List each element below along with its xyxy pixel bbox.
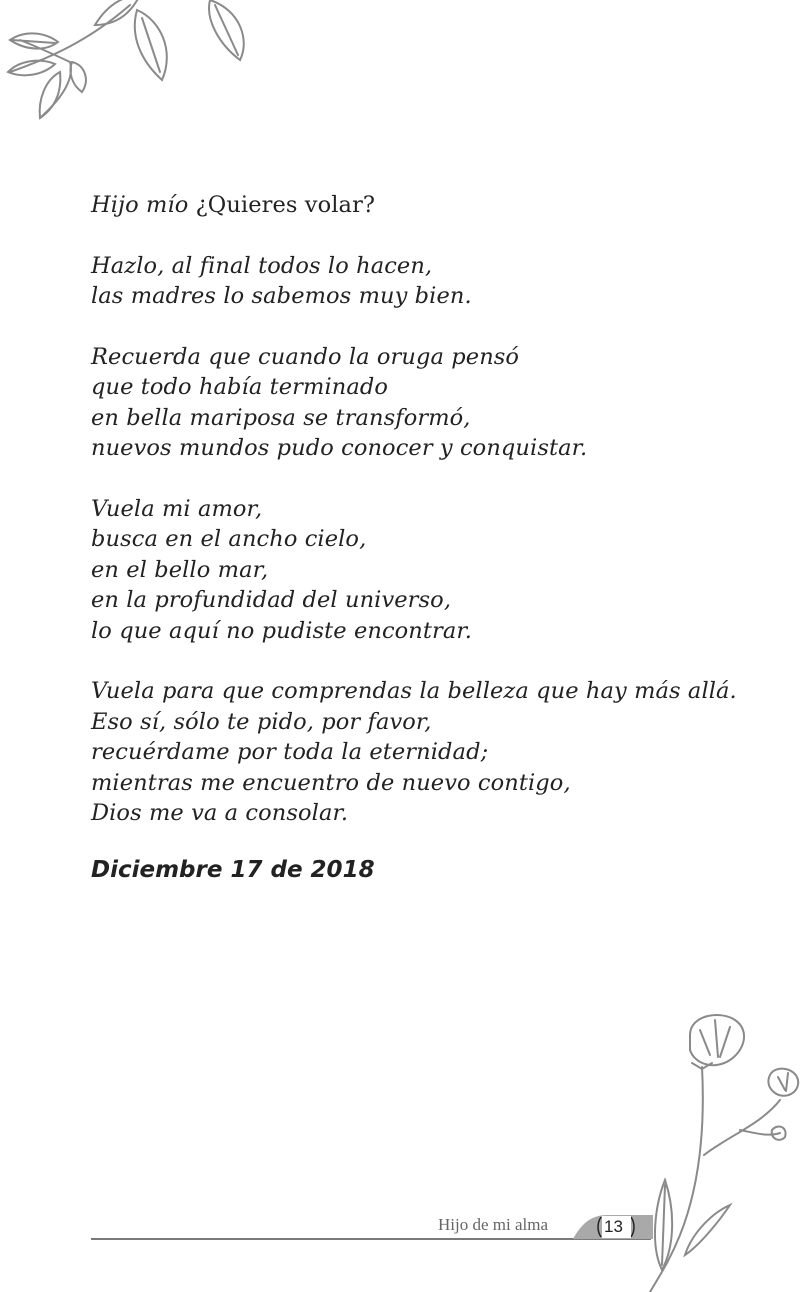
poem-line: mientras me encuentro de nuevo contigo,	[91, 769, 571, 796]
stanza-1	[91, 251, 731, 312]
poem-line: busca en el ancho cielo,	[91, 526, 367, 552]
poem-line: Recuerda que cuando la oruga pensó	[91, 343, 520, 370]
poem-line: las madres lo sabemos muy bien.	[91, 283, 472, 309]
stanza-3	[91, 494, 731, 647]
poem-line: Eso sí, sólo te pido, por favor,	[91, 708, 432, 735]
stanza-2	[91, 342, 731, 464]
poem	[91, 190, 737, 859]
footer-book-title: Hijo de mi alma	[438, 1215, 549, 1234]
stanza-4	[91, 676, 737, 829]
poem-line: recuérdame por toda la eternidad;	[91, 739, 489, 765]
poem-line: en el bello mar,	[91, 556, 269, 583]
poem-line: Vuela mi amor,	[91, 495, 263, 522]
poem-first-line-upright: ¿Quieres volar?	[188, 192, 376, 218]
poem-line: que todo había terminado	[91, 374, 389, 400]
poem-first-line	[91, 190, 731, 221]
page-number: 13	[604, 1217, 623, 1236]
leaf-branch-icon	[0, 0, 260, 130]
poem-first-line-italic: Hijo mío	[91, 192, 189, 218]
poem-line: Hazlo, al final todos lo hacen,	[91, 252, 433, 279]
poem-line: Vuela para que comprendas la belleza que hay más allá.	[91, 678, 737, 704]
poem-line: en la profundidad del universo,	[91, 587, 452, 613]
poem-date: Diciembre 17 de 2018	[91, 857, 375, 883]
flower-icon	[620, 1005, 800, 1292]
poem-line: lo que aquí no pudiste encontrar.	[91, 617, 473, 644]
poem-line: nuevos mundos pudo conocer y conquistar.	[91, 435, 588, 461]
footer-divider	[91, 1238, 651, 1240]
poem-line: Dios me va a consolar.	[91, 800, 349, 826]
poem-line: en bella mariposa se transformó,	[91, 404, 471, 431]
